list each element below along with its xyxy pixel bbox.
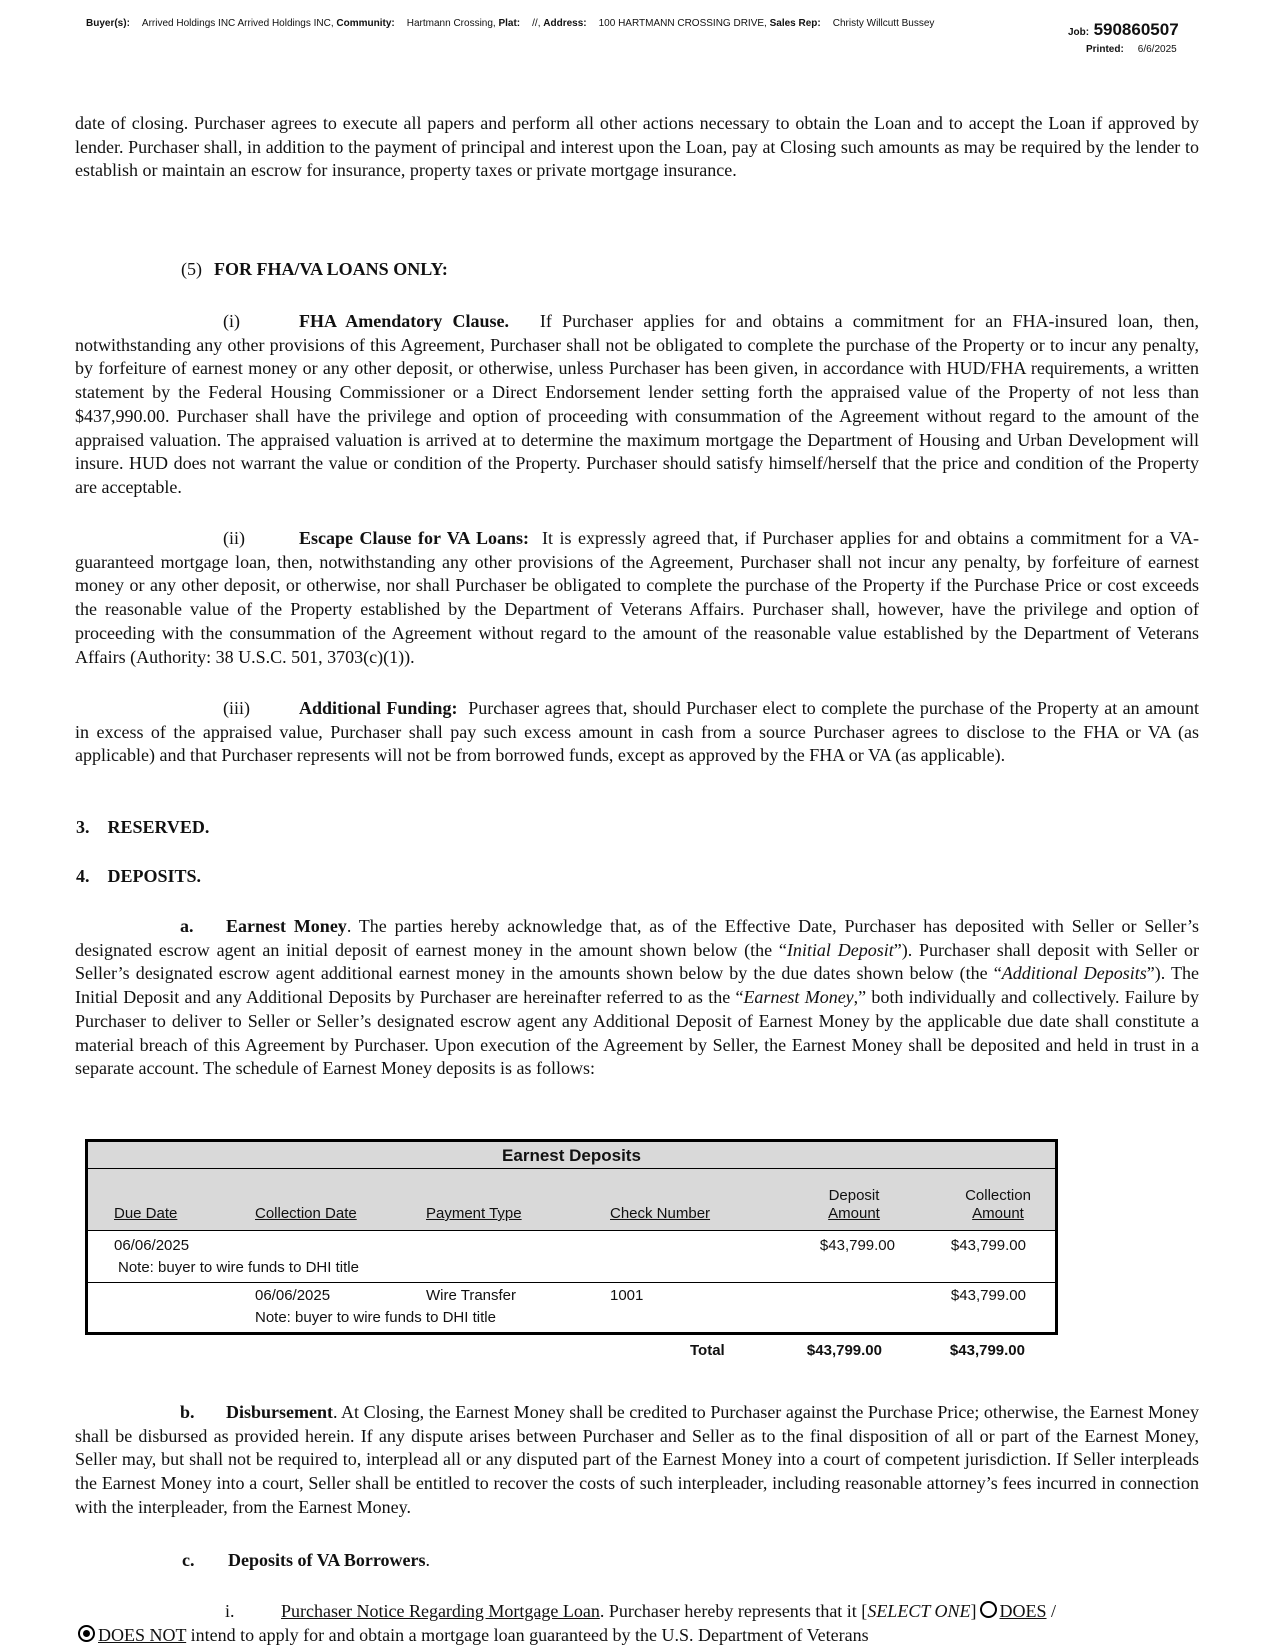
address-value: 100 HARTMANN CROSSING DRIVE,: [598, 18, 767, 29]
select-one-text: SELECT ONE: [867, 1601, 971, 1621]
col-deposit-amount-line2: Amount: [828, 1205, 880, 1222]
section-4-heading: [76, 866, 201, 887]
section-4c-label: c.: [182, 1550, 195, 1570]
row2-note: Note: buyer to wire funds to DHI title: [255, 1309, 496, 1326]
earnest-money-title: Earnest Money: [226, 916, 347, 936]
section-3-title: RESERVED.: [107, 817, 210, 837]
disbursement-paragraph: [75, 1401, 1199, 1520]
table-title: Earnest Deposits: [502, 1146, 641, 1165]
section-5-heading: [181, 259, 448, 280]
clause-additional-funding: [75, 697, 1199, 768]
section-4-title: DEPOSITS.: [107, 866, 202, 886]
clause-i-text: If Purchaser applies for and obtains a commitment for an FHA-insured loan, then, notwithstanding any other provisions of this Agreement, Purchaser shall not be obligated to complete the purchase of the Property or to incur any penalty, by forfeiture of earnest money or any other deposit, or otherwise, unless Purchaser has been given, in accordance with HUD/FHA requirements, a written statement by the Federal Housing Commissioner or a Direct Endorsement lender setting forth the appraised value of the Property of not less than $437,990.00. Purchaser shall have the privilege and option of proceeding with consummation of the Agreement without regard to the amount of the appraised valuation. The appraised valuation is arrived at to determine the maximum mortgage the Department of Housing and Urban Development will insure. HUD does not warrant the value or condition of the Property. Purchaser should satisfy himself/herself that the price and condition of the Property are acceptable.: [75, 311, 1200, 497]
row1-note: Note: buyer to wire funds to DHI title: [118, 1259, 359, 1276]
printed-date-block: [1086, 44, 1177, 55]
row2-check-number: 1001: [610, 1287, 644, 1304]
sales-rep-label: Sales Rep:: [769, 18, 821, 29]
col-collection-amount-line2: Amount: [972, 1205, 1024, 1222]
does-not-radio[interactable]: [78, 1625, 95, 1642]
clause-iii-label: (iii): [223, 698, 250, 718]
col-collection-date: Collection Date: [255, 1205, 357, 1222]
total-collection: $43,799.00: [949, 1342, 1025, 1359]
printed-label: Printed:: [1086, 44, 1124, 55]
earnest-money-term: Earnest Money: [743, 987, 854, 1008]
initial-deposit-term: Initial Deposit: [786, 939, 894, 960]
disbursement-title: Disbursement: [226, 1402, 333, 1422]
earnest-money-text-3: ”). The Initial Deposit and any Additional Deposits by Purchaser are hereinafter referred to as the “: [75, 963, 1199, 1008]
section-4b-label: b.: [180, 1402, 195, 1422]
buyer-label: Buyer(s):: [86, 18, 130, 29]
does-radio[interactable]: [980, 1601, 997, 1618]
additional-deposits-term: Additional Deposits: [1001, 963, 1147, 984]
document-header: [86, 18, 934, 29]
buyer-value: Arrived Holdings INC Arrived Holdings INC,: [141, 18, 334, 29]
clause-i-label: (i): [223, 311, 240, 331]
plat-value: //,: [532, 18, 541, 29]
disbursement-text: . At Closing, the Earnest Money shall be credited to Purchaser against the Purchase Price; otherwise, the Earnest Money shall be disbursed as provided herein. If any dispute arises between Purchaser and Seller as to the final disposition of all or part of the Earnest Money, Seller may, but shall not be required to, interplead all or any disputed part of the Earnest Money into a court of competent jurisdiction. If Seller interpleads the Earnest Money into a court, Seller shall be entitled to recover the costs of such interpleader, including reasonable attorney’s fees incurred in connection with the interpleader, from the Earnest Money.: [75, 1402, 1199, 1517]
earnest-money-text-4: ,” both individually and collectively. Failure by Purchaser to deliver to Seller or Seller’s designated escrow agent any Additional Deposit of Earnest Money by the applicable due date shall constitute a material breach of this Agreement by Purchaser. Upon execution of the Agreement by Seller, the Earnest Money shall be deposited and held in trust in a separate account. The schedule of Earnest Money deposits is as follows:: [75, 987, 1199, 1079]
section-4c-title-end: .: [425, 1550, 430, 1570]
section-5-number: (5): [181, 259, 202, 279]
printed-date: 6/6/2025: [1137, 44, 1177, 55]
community-value: Hartmann Crossing,: [406, 18, 496, 29]
does-option-label: DOES: [999, 1601, 1047, 1621]
col-collection-amount-line1: Collection: [965, 1187, 1031, 1204]
job-number-block: [1068, 20, 1179, 40]
total-label: Total: [690, 1342, 725, 1359]
clause-fha-amendatory: [75, 310, 1199, 500]
table-title-divider: [88, 1168, 1055, 1169]
does-not-option-label: DOES NOT: [98, 1624, 187, 1645]
section-4c-i-text-2: ]: [970, 1601, 977, 1621]
clause-i-title: FHA Amendatory Clause.: [299, 311, 510, 331]
mortgage-loan-notice-title: Purchaser Notice Regarding Mortgage Loan: [281, 1601, 600, 1621]
section-4c-heading: [182, 1550, 430, 1571]
col-due-date: Due Date: [114, 1205, 178, 1222]
clause-ii-title: Escape Clause for VA Loans:: [299, 528, 529, 548]
sales-rep-value: Christy Willcutt Bussey: [832, 18, 935, 29]
row2-collection-date: 06/06/2025: [255, 1287, 331, 1304]
section-4c-title: Deposits of VA Borrowers: [228, 1550, 426, 1570]
row1-deposit-amount: $43,799.00: [819, 1237, 895, 1254]
section-4c-i-text-1: . Purchaser hereby represents that it [: [599, 1601, 868, 1621]
address-label: Address:: [543, 18, 587, 29]
section-3-number: 3.: [76, 817, 90, 837]
row2-payment-type: Wire Transfer: [426, 1287, 517, 1304]
clause-va-escape: [75, 527, 1199, 669]
section-3-heading: [76, 817, 209, 838]
section-5-title: FOR FHA/VA LOANS ONLY:: [214, 259, 448, 279]
clause-ii-text: It is expressly agreed that, if Purchaser applies for and obtains a commitment for a VA-guaranteed mortgage loan, then, notwithstanding any other provisions of the Agreement, Purchaser shall not incur any penalty, by forfeiture of earnest money or any other deposit, or otherwise, nor shall Purchaser be obligated to complete the purchase of the Property if the Purchase Price or cost exceeds the reasonable value of the Property established by the Department of Veterans Affairs. Purchaser shall, however, have the privilege and option of proceeding with the consummation of the Agreement without regard to the amount of the reasonable value established by the Department of Veterans Affairs (Authority: 38 U.S.C. 501, 3703(c)(1)).: [75, 528, 1199, 667]
row1-collection-amount: $43,799.00: [950, 1237, 1026, 1254]
earnest-money-paragraph: [75, 915, 1199, 1081]
row2-collection-amount: $43,799.00: [950, 1287, 1026, 1304]
section-4a-label: a.: [180, 916, 194, 936]
section-4c-i-paragraph: [75, 1600, 1199, 1647]
section-4-number: 4.: [76, 866, 90, 886]
col-check-number: Check Number: [610, 1205, 711, 1222]
clause-iii-text: Purchaser agrees that, should Purchaser elect to complete the purchase of the Property at an amount in excess of the appraised value, Purchaser shall pay such excess amount in cash from a source Purchaser agrees to disclose to the FHA or VA (as applicable) and that Purchaser represents will not be from borrowed funds, except as approved by the FHA or VA (as applicable).: [75, 698, 1200, 766]
job-number: 590860507: [1093, 20, 1179, 39]
job-label: Job:: [1068, 27, 1090, 38]
plat-label: Plat:: [498, 18, 521, 29]
earnest-money-text-1: . The parties hereby acknowledge that, as of the Effective Date, Purchaser has deposited with Seller or Seller’s designated escrow agent an initial deposit of earnest money in the amount shown below (the “: [75, 916, 1199, 960]
section-4c-i-label: i.: [225, 1601, 235, 1621]
row1-due-date: 06/06/2025: [114, 1237, 190, 1254]
col-deposit-amount-line1: Deposit: [828, 1187, 880, 1204]
earnest-deposits-table: [85, 1139, 1058, 1335]
clause-ii-label: (ii): [223, 528, 245, 548]
earnest-money-text-2: ”). Purchaser shall deposit with Seller or Seller’s designated escrow agent additional earnest money in the amounts shown below by the due dates shown below (the “: [75, 939, 1200, 984]
option-separator: /: [1051, 1601, 1057, 1621]
clause-iii-title: Additional Funding:: [299, 698, 458, 718]
section-4c-i-text-3: intend to apply for and obtain a mortgage loan guaranteed by the U.S. Department of Veterans: [190, 1624, 869, 1645]
total-deposit: $43,799.00: [806, 1342, 882, 1359]
col-payment-type: Payment Type: [426, 1205, 522, 1222]
row-divider: [88, 1282, 1055, 1283]
community-label: Community:: [336, 18, 395, 29]
intro-paragraph: date of closing. Purchaser agrees to execute all papers and perform all other actions necessary to obtain the Loan and to accept the Loan if approved by lender. Purchaser shall, in addition to the payment of principal and interest upon the Loan, pay at Closing such amounts as may be required by the lender to establish or maintain an escrow for insurance, property taxes or private mortgage insurance.: [75, 113, 1199, 181]
table-header: [88, 1142, 1055, 1231]
